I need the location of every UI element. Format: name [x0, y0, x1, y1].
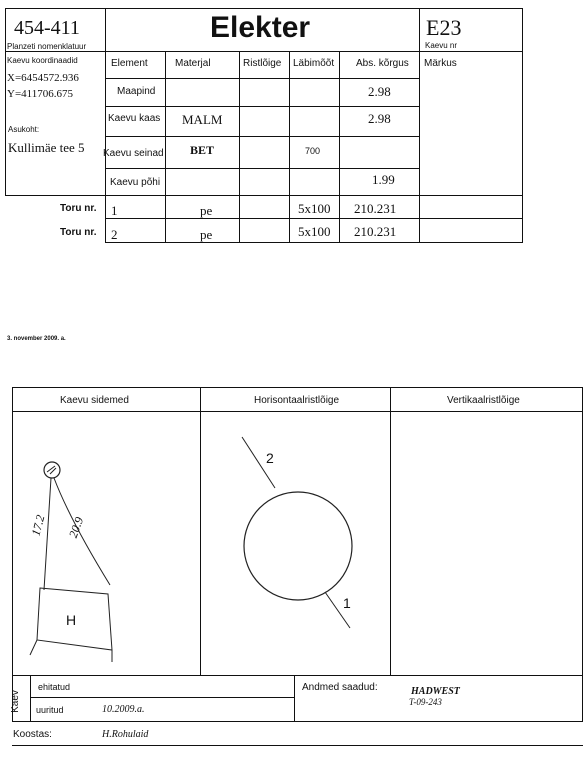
- sketch-col-vertical: Vertikaalristlõige: [447, 395, 520, 406]
- built-label: ehitatud: [38, 682, 71, 692]
- pipe1-no: 1: [111, 203, 118, 218]
- pipe2-height: 210.231: [354, 224, 397, 239]
- pipe1-diameter: 5x100: [298, 201, 331, 216]
- data-from-value1: HADWEST: [411, 686, 460, 697]
- side-label-kaev: Kaev: [9, 690, 21, 713]
- location-value: Kullimäe tee 5: [8, 140, 85, 155]
- compiled-label: Koostas:: [13, 729, 52, 740]
- row-ground-element: Maapind: [117, 86, 156, 97]
- pipe1-label: Toru nr.: [60, 203, 97, 214]
- sketch-col-links: Kaevu sidemed: [60, 395, 129, 406]
- well-symbol: [44, 462, 60, 478]
- row-bottom-height: 1.99: [372, 172, 395, 187]
- sheet-number: 454-411: [14, 17, 80, 39]
- coords-label: Kaevu koordinaadid: [7, 56, 78, 65]
- col-element: Element: [111, 58, 148, 69]
- compiled-value: H.Rohulaid: [102, 729, 149, 740]
- footer-frame: [9, 675, 583, 775]
- col-material: Materjal: [175, 58, 211, 69]
- well-id-label: Kaevu nr: [425, 41, 458, 50]
- pipe-label-2: 2: [266, 450, 274, 466]
- measured-label: uuritud: [36, 705, 64, 715]
- row-lid-material: MALM: [182, 112, 223, 127]
- sketch-col-horizontal: Horisontaalristlõige: [254, 395, 340, 406]
- pipe2-material: pe: [200, 227, 213, 242]
- measured-value: 10.2009.a.: [102, 704, 145, 715]
- pipe2-label: Toru nr.: [60, 227, 97, 238]
- sheet-label: Planzeti nomenklatuur: [7, 42, 87, 51]
- row-walls-diameter: 700: [305, 146, 321, 156]
- row-walls-element: Kaevu seinad: [103, 148, 164, 159]
- pipe-label-1: 1: [343, 595, 351, 611]
- pipe2-no: 2: [111, 227, 118, 242]
- col-note: Märkus: [424, 58, 457, 69]
- pipe1-height: 210.231: [354, 201, 397, 216]
- col-section: Ristlõige: [243, 58, 282, 69]
- well-id: E23: [426, 15, 462, 40]
- data-from-label: Andmed saadud:: [302, 682, 378, 693]
- dist-label-2: 20.9: [65, 515, 87, 540]
- pipe2-diameter: 5x100: [298, 224, 331, 239]
- dist-label-1: 17.2: [28, 513, 48, 538]
- page-title: Elekter: [210, 11, 311, 44]
- location-label: Asukoht:: [8, 125, 40, 134]
- row-lid-height: 2.98: [368, 111, 391, 126]
- date-line: 3. november 2009. a.: [7, 336, 66, 342]
- pipe1-material: pe: [200, 203, 213, 218]
- box-letter: H: [66, 612, 77, 628]
- col-height: Abs. kõrgus: [356, 58, 409, 69]
- row-lid-element: Kaevu kaas: [108, 113, 161, 124]
- data-from-value2: T-09-243: [409, 697, 442, 707]
- col-diameter: Läbimõõt: [293, 58, 335, 69]
- row-walls-material: BET: [190, 143, 215, 157]
- row-ground-height: 2.98: [368, 84, 391, 99]
- well-section-circle: [244, 492, 352, 600]
- coord-y: Y=411706.675: [7, 88, 73, 100]
- coord-x: X=6454572.936: [7, 72, 79, 84]
- row-bottom-element: Kaevu põhi: [110, 177, 161, 188]
